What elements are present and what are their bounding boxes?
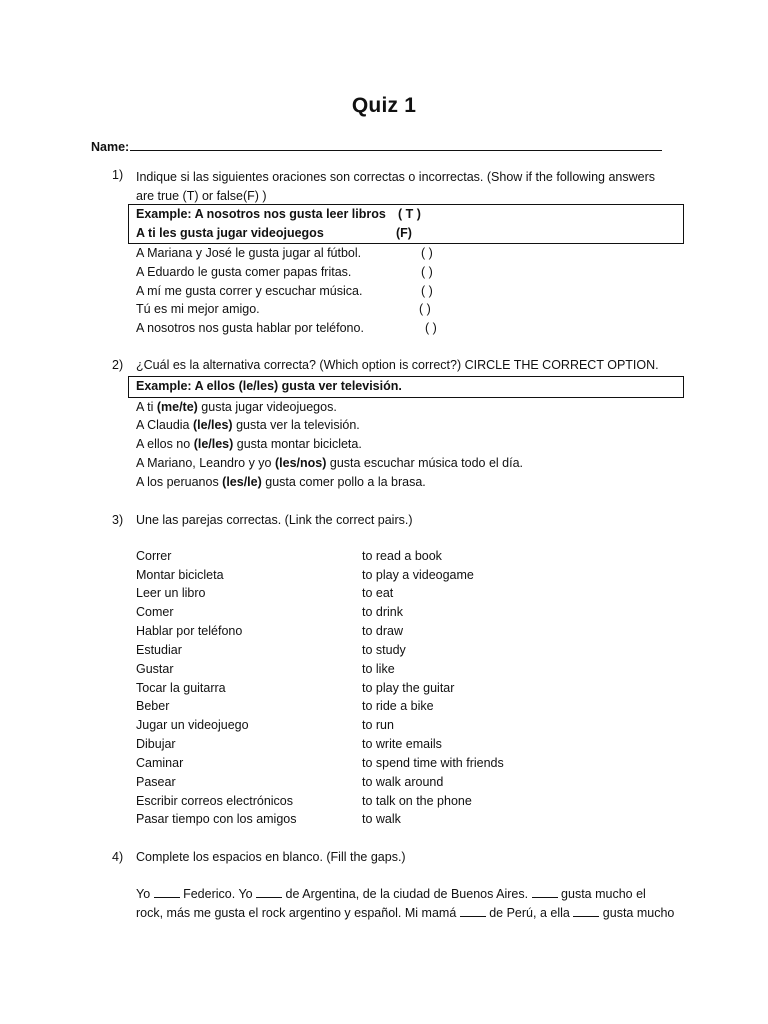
- q2-item: [136, 456, 523, 470]
- q4-blank[interactable]: [154, 887, 180, 898]
- q4-line-2: [136, 906, 674, 920]
- q2-item: [136, 418, 360, 432]
- q1-item-answer[interactable]: ( ): [421, 246, 433, 260]
- q3-left-item: Caminar: [136, 756, 184, 770]
- q4-text: de Argentina, de la ciudad de Buenos Aires.: [282, 887, 532, 901]
- q3-right-item: to ride a bike: [362, 699, 434, 713]
- q3-right-item: to play the guitar: [362, 681, 455, 695]
- q1-item-text: A Eduardo le gusta comer papas fritas.: [136, 265, 352, 279]
- q3-right-item: to spend time with friends: [362, 756, 504, 770]
- q3-left-item: Dibujar: [136, 737, 176, 751]
- q4-blank[interactable]: [256, 887, 282, 898]
- q4-text: Federico. Yo: [179, 887, 257, 901]
- q2-item-pre: A Mariano, Leandro y yo: [136, 456, 275, 470]
- q2-item-pre: A los peruanos: [136, 475, 223, 489]
- q1-example-text: Example: A nosotros nos gusta leer libros: [136, 207, 386, 221]
- q1-item-answer[interactable]: ( ): [421, 284, 433, 298]
- q3-left-item: Pasear: [136, 775, 176, 789]
- q2-instruction: ¿Cuál es la alternativa correcta? (Which option is correct?) CIRCLE THE CORRECT OPTION.: [136, 358, 659, 372]
- q2-item-option[interactable]: (les/le): [222, 475, 262, 489]
- q4-number: 4): [112, 850, 124, 864]
- name-row: [91, 139, 666, 154]
- q1-number: 1): [112, 168, 124, 182]
- name-label: Name:: [91, 140, 130, 154]
- q4-text: gusta mucho el: [557, 887, 646, 901]
- q2-example: Example: A ellos (le/les) gusta ver televisión.: [136, 379, 402, 393]
- q1-item-text: A Mariana y José le gusta jugar al fútbol.: [136, 246, 362, 260]
- q3-right-item: to draw: [362, 624, 403, 638]
- q3-right-item: to run: [362, 718, 394, 732]
- q4-text: gusta mucho: [599, 906, 675, 920]
- q3-right-item: to study: [362, 643, 406, 657]
- q1-example-answer: ( T ): [398, 207, 421, 221]
- q3-right-item: to talk on the phone: [362, 794, 472, 808]
- q3-left-item: Leer un libro: [136, 586, 206, 600]
- q2-item-pre: A ti: [136, 400, 157, 414]
- q1-example-text: A ti les gusta jugar videojuegos: [136, 226, 324, 240]
- q3-left-item: Correr: [136, 549, 172, 563]
- q1-item-text: A nosotros nos gusta hablar por teléfono.: [136, 321, 364, 335]
- q3-right-item: to play a videogame: [362, 568, 474, 582]
- q3-instruction: Une las parejas correctas. (Link the correct pairs.): [136, 513, 413, 527]
- q1-item-text: Tú es mi mejor amigo.: [136, 302, 260, 316]
- q3-left-item: Comer: [136, 605, 174, 619]
- q2-number: 2): [112, 358, 124, 372]
- q2-item: [136, 400, 337, 414]
- page-title: Quiz 1: [351, 94, 417, 117]
- name-line: [130, 139, 662, 151]
- q1-instruction: Indique si las siguientes oraciones son correctas o incorrectas. (Show if the following answers are true (T) or false(F) ): [136, 170, 656, 203]
- q3-right-item: to walk around: [362, 775, 444, 789]
- q2-item-post: gusta comer pollo a la brasa.: [261, 475, 426, 489]
- q2-item-post: gusta jugar videojuegos.: [197, 400, 337, 414]
- q1-item-text: A mí me gusta correr y escuchar música.: [136, 284, 363, 298]
- q2-item-post: gusta ver la televisión.: [232, 418, 360, 432]
- q2-item-option[interactable]: (me/te): [156, 400, 198, 414]
- q3-right-item: to walk: [362, 812, 401, 826]
- q4-text: Yo: [136, 887, 154, 901]
- q3-right-item: to write emails: [362, 737, 442, 751]
- q1-item-answer[interactable]: ( ): [421, 265, 433, 279]
- q4-text: de Perú, a ella: [485, 906, 574, 920]
- q3-left-item: Tocar la guitarra: [136, 681, 226, 695]
- q4-text: rock, más me gusta el rock argentino y español. Mi mamá: [136, 906, 460, 920]
- q2-item-post: gusta escuchar música todo el día.: [326, 456, 524, 470]
- q2-item-post: gusta montar bicicleta.: [233, 437, 362, 451]
- q4-line-1: [136, 887, 646, 901]
- q2-item-pre: A Claudia: [136, 418, 193, 432]
- q2-item: [136, 475, 426, 489]
- q3-left-item: Hablar por teléfono: [136, 624, 243, 638]
- q2-item-option[interactable]: (le/les): [193, 437, 234, 451]
- q3-right-item: to eat: [362, 586, 394, 600]
- q3-left-item: Beber: [136, 699, 170, 713]
- q1-item-answer[interactable]: ( ): [425, 321, 437, 335]
- q4-blank[interactable]: [460, 906, 486, 917]
- q3-left-item: Montar bicicleta: [136, 568, 224, 582]
- q4-blank[interactable]: [532, 887, 558, 898]
- q2-item-option[interactable]: (le/les): [192, 418, 233, 432]
- q3-left-item: Estudiar: [136, 643, 182, 657]
- q3-right-item: to like: [362, 662, 395, 676]
- q2-item: [136, 437, 362, 451]
- q4-instruction: Complete los espacios en blanco. (Fill the gaps.): [136, 850, 406, 864]
- q3-left-item: Pasar tiempo con los amigos: [136, 812, 297, 826]
- q3-number: 3): [112, 513, 124, 527]
- q3-left-item: Escribir correos electrónicos: [136, 794, 293, 808]
- q3-right-item: to read a book: [362, 549, 442, 563]
- q3-left-item: Gustar: [136, 662, 174, 676]
- q1-example-answer: (F): [396, 226, 412, 240]
- q3-left-item: Jugar un videojuego: [136, 718, 249, 732]
- q1-item-answer[interactable]: ( ): [419, 302, 431, 316]
- q2-item-pre: A ellos no: [136, 437, 194, 451]
- q2-item-option[interactable]: (les/nos): [274, 456, 327, 470]
- q3-right-item: to drink: [362, 605, 403, 619]
- q4-blank[interactable]: [573, 906, 599, 917]
